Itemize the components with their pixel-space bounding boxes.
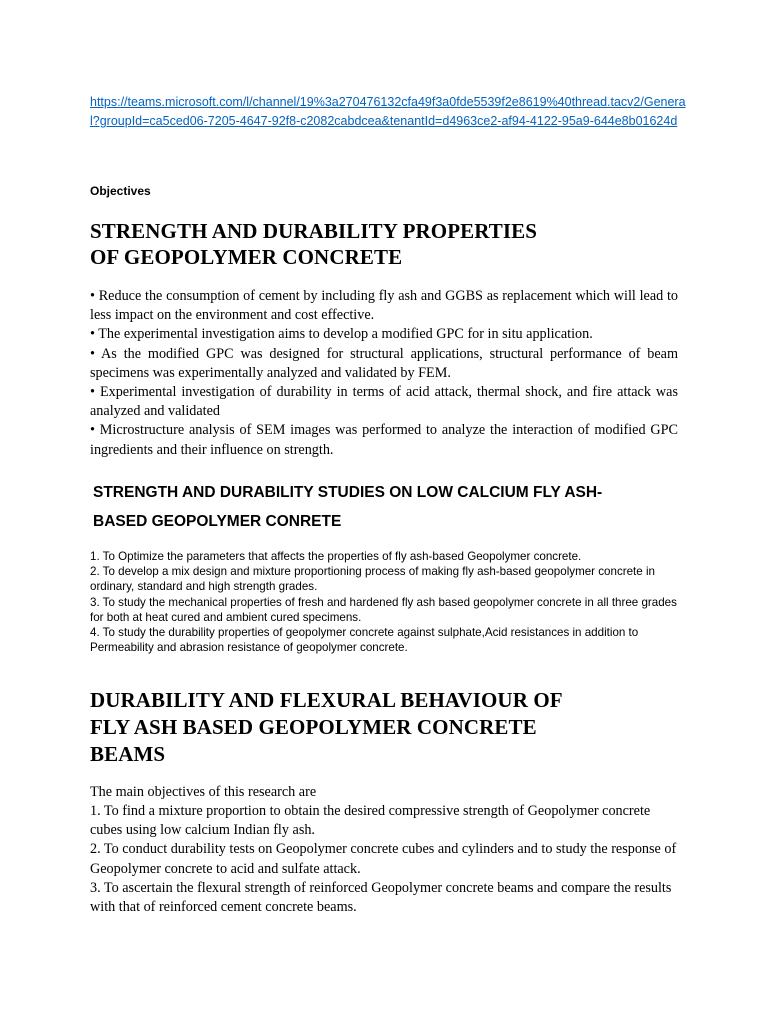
list-item: 4. To study the durability properties of geopolymer concrete against sulphate,Acid resistances in addition to Permeability and abrasion resistance of geopolymer concrete. (90, 626, 639, 655)
teams-channel-link[interactable]: https://teams.microsoft.com/l/channel/19%3a270476132cfa49f3a0fde5539f2e8619%40thread.tacv2/General?groupId=ca5ced06-7205-4647-92f8-c2082cabdcea&tenantId=d4963ce2-af94-4122-95a9-644e8b01624d (90, 95, 686, 128)
objectives-label: Objectives (90, 184, 151, 198)
section1-bullet-list (90, 287, 678, 460)
section3-objective-list (90, 802, 678, 917)
section1-title-line1: STRENGTH AND DURABILITY PROPERTIES (90, 219, 538, 243)
list-item: 3. To study the mechanical properties of fresh and hardened fly ash based geopolymer concrete in all three grades for both at heat cured and ambient cured specimens. (90, 595, 677, 624)
list-item: • Reduce the consumption of cement by including fly ash and GGBS as replacement which will lead to less impact on the environment and cost effective. (90, 288, 678, 324)
list-item: 2. To develop a mix design and mixture proportioning process of making fly ash-based geopolymer concrete in ordinary, standard and high strength grades. (90, 565, 655, 594)
list-item: • As the modified GPC was designed for structural applications, structural performance of beam specimens was experimentally analyzed and validated by FEM. (90, 345, 678, 381)
list-item: • The experimental investigation aims to develop a modified GPC for in situ application. (90, 326, 593, 343)
list-item: • Experimental investigation of durability in terms of acid attack, thermal shock, and fire attack was analyzed and validated (90, 384, 678, 420)
section1-title-line2: OF GEOPOLYMER CONCRETE (90, 245, 403, 269)
list-item: 1. To find a mixture proportion to obtain the desired compressive strength of Geopolymer concrete cubes using low calcium Indian fly ash. (90, 803, 651, 839)
list-item: 3. To ascertain the flexural strength of reinforced Geopolymer concrete beams and compare the results with that of reinforced cement concrete beams. (90, 879, 672, 916)
list-item: 2. To conduct durability tests on Geopolymer concrete cubes and cylinders and to study the response of Geopolymer concrete to acid and sulfate attack. (90, 841, 677, 877)
list-item: 1. To Optimize the parameters that affects the properties of fly ash-based Geopolymer concrete. (90, 550, 582, 563)
list-item: • Microstructure analysis of SEM images was performed to analyze the interaction of modified GPC ingredients and their influence on strength. (90, 422, 678, 458)
section3-intro: The main objectives of this research are (90, 784, 317, 800)
section2-title-line1: STRENGTH AND DURABILITY STUDIES ON LOW CALCIUM FLY ASH- (93, 484, 603, 501)
section3-title-line1: DURABILITY AND FLEXURAL BEHAVIOUR OF (90, 688, 563, 712)
section3-title-line3: BEAMS (90, 742, 166, 766)
section2-objective-list (90, 549, 680, 655)
section2-title-line2: BASED GEOPOLYMER CONRETE (93, 513, 342, 530)
section3-title-line2: FLY ASH BASED GEOPOLYMER CONCRETE (90, 715, 537, 739)
